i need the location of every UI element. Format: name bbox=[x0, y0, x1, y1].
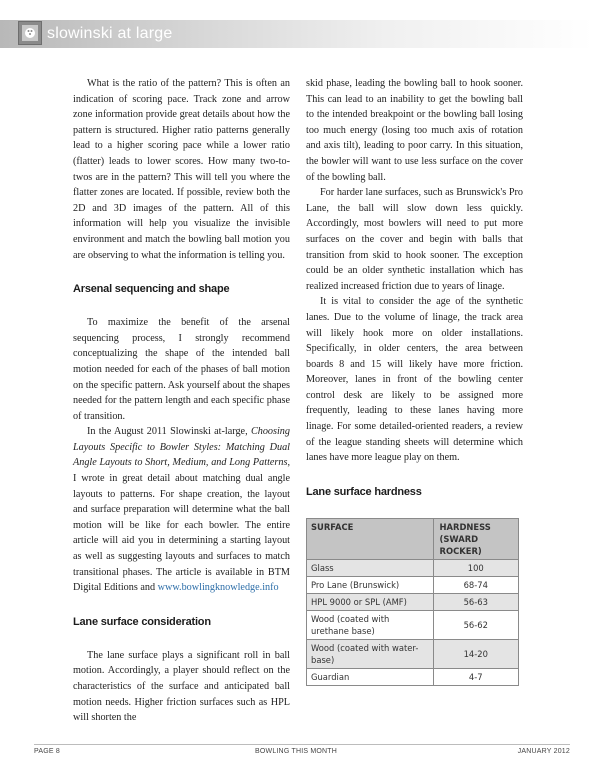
hardness-cell: 56-63 bbox=[433, 593, 518, 610]
hardness-cell: 100 bbox=[433, 559, 518, 576]
left-column bbox=[73, 76, 290, 726]
paragraph: What is the ratio of the pattern? This is often an indication of scoring pace. Track zone and arrow zone information provide great details about how the pattern is structured. Higher ratio patterns generally lead to a higher scoring pace while a lower ratio (flatter) leads to lower scores. How many two-to-twos are in the pattern? This will tell you where the flatter zones are located. If possible, review both the 2D and 3D images of the pattern. All of this information will help you visualize the invisible environment and match the bowling ball motion you are observing to what the information is telling you. bbox=[73, 78, 290, 261]
right-column bbox=[306, 76, 523, 686]
table-row bbox=[307, 610, 519, 639]
surface-cell: Glass bbox=[307, 559, 434, 576]
table-row bbox=[307, 576, 519, 593]
table-row bbox=[307, 639, 519, 668]
surface-cell: HPL 9000 or SPL (AMF) bbox=[307, 593, 434, 610]
paragraph: It is vital to consider the age of the synthetic lanes. Due to the volume of linage, the track area will likely hook more on older installations. Specifically, in older centers, the area between boards 8 and 15 will likely have more friction. Moreover, lanes in front of the bowling center control desk are likely to be assigned more frequently, leading to these lanes having more linage. For some detailed-oriented readers, a review of the league standing sheets will determine which lanes have more league play on them. bbox=[306, 296, 523, 464]
hardness-cell: 4-7 bbox=[433, 668, 518, 685]
hardness-header-line1: HARDNESS bbox=[439, 521, 491, 532]
table-row bbox=[307, 559, 519, 576]
surface-cell: Wood (coated with urethane base) bbox=[307, 610, 434, 639]
paragraph bbox=[73, 424, 290, 596]
hardness-header-line2: (SWARD ROCKER) bbox=[439, 533, 482, 556]
surface-cell: Pro Lane (Brunswick) bbox=[307, 576, 434, 593]
hardness-cell: 68-74 bbox=[433, 576, 518, 593]
surface-cell: Guardian bbox=[307, 668, 434, 685]
surface-column-header: SURFACE bbox=[307, 518, 434, 559]
section-heading-hardness: Lane surface hardness bbox=[306, 485, 422, 498]
paragraph-text: In the August 2011 Slowinski at-large, bbox=[87, 426, 251, 438]
hardness-table bbox=[306, 518, 519, 686]
column-title: slowinski at large bbox=[47, 25, 173, 42]
website-link[interactable]: www.bowlingknowledge.info bbox=[157, 582, 279, 594]
paragraph: For harder lane surfaces, such as Brunswick's Pro Lane, the ball will slow down less quickly. Accordingly, most bowlers will need to put more surfaces on the cover and begin with balls that transition from skid to hook sooner. The exception could be an older synthetic installation which has realized increased friction due to years of linage. bbox=[306, 187, 523, 292]
paragraph: skid phase, leading the bowling ball to hook sooner. This can lead to an inability to get the bowling ball to the intended breakpoint or the bowling ball losing too much energy (losing too much axis of rotation and axis tilt), leading to poor carry. In this situation, the bowler will want to use less surface on the cover of the bowling ball. bbox=[306, 78, 523, 183]
surface-cell: Wood (coated with water-base) bbox=[307, 639, 434, 668]
column-logo-icon bbox=[18, 21, 42, 45]
magazine-name: BOWLING THIS MONTH bbox=[255, 748, 338, 755]
page-number: PAGE 8 bbox=[34, 748, 60, 755]
section-heading-arsenal: Arsenal sequencing and shape bbox=[73, 283, 230, 296]
footer-rule bbox=[34, 744, 570, 745]
section-heading-surface: Lane surface consideration bbox=[73, 615, 211, 628]
table-row bbox=[307, 668, 519, 685]
issue-date: JANUARY 2012 bbox=[517, 748, 570, 755]
hardness-column-header bbox=[433, 518, 518, 559]
hardness-cell: 56-62 bbox=[433, 610, 518, 639]
paragraph-text: , I wrote in great detail about matching dual angle layouts to patterns. For shape creation, the layout and surface preparation will determine what the ball motion will be like for each bowler. The entire article will aid you in determining a starting layout as well as suggesting layouts and surfaces to match transitional phases. The article is available in BTM Digital Editions and bbox=[73, 457, 290, 594]
table-header-row bbox=[307, 518, 519, 559]
hardness-cell: 14-20 bbox=[433, 639, 518, 668]
article-title: Choosing Layouts Specific to Bowler Styles: Matching Dual Angle Layouts to Short, Medium, and Long Patterns bbox=[73, 426, 290, 469]
paragraph: To maximize the benefit of the arsenal sequencing process, I strongly recommend conceptualizing the shape of the intended ball motion needed for each of the phases of ball motion on the specific pattern. Ask yourself about the shapes needed for the pattern length and each specific phase of transition. bbox=[73, 317, 290, 422]
table-row bbox=[307, 593, 519, 610]
paragraph: The lane surface plays a significant roll in ball motion. Accordingly, a player should reflect on the characteristics of the surface and anticipated ball motion needs. Higher friction surfaces such as HPL will shorten the bbox=[73, 649, 290, 724]
